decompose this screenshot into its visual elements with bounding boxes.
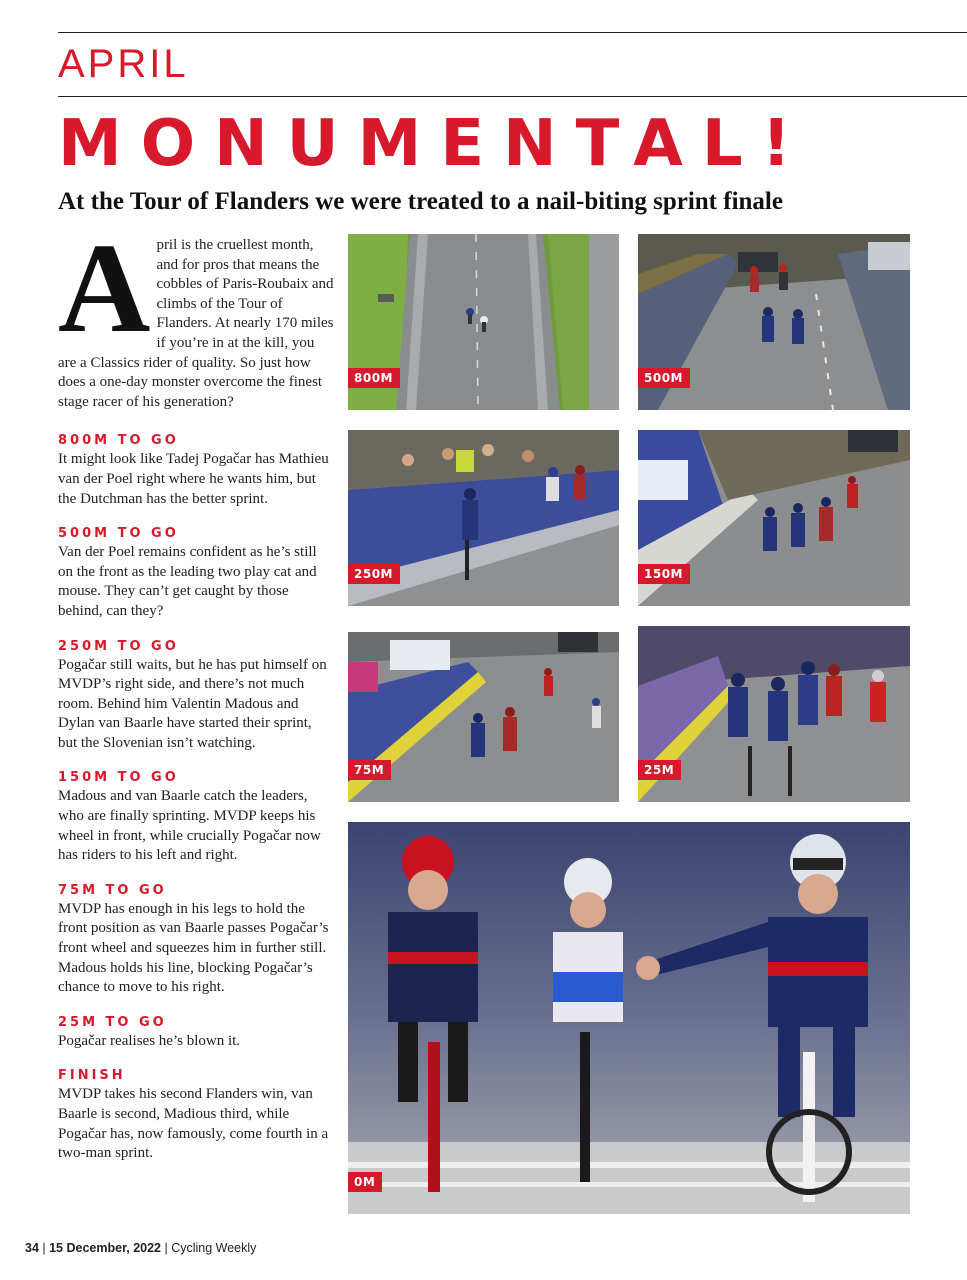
section-heading: 800M TO GO <box>58 433 179 449</box>
distance-tag: 150M <box>638 564 690 584</box>
distance-tag: 0M <box>348 1172 382 1192</box>
section-body: Madous and van Baarle catch the leaders, who are finally sprinting. MVDP keeps his wheel in front, while crucially Pogačar now has riders to his left and right. <box>58 788 321 864</box>
section-body: Pogačar still waits, but he has put himself on MVDP’s right side, and there’s not much room. Behind him Valentin Madous and Dylan van Baarle have started their sprint, but the Slovenian isn’t watching. <box>58 656 327 751</box>
section-body: Pogačar realises he’s blown it. <box>58 1032 241 1049</box>
section-body: It might look like Tadej Pogačar has Mathieu van der Poel right where he wants him, but the Dutchman has the better sprint. <box>58 451 329 507</box>
section-150m <box>58 769 334 865</box>
section-label: APRIL <box>58 42 189 86</box>
section-body: MVDP takes his second Flanders win, van Baarle is second, Madious third, while Pogačar has, now famously, come fourth in a two-man sprint. <box>58 1086 329 1162</box>
page-number: 34 <box>25 1241 39 1255</box>
distance-tag: 500M <box>638 368 690 388</box>
distance-tag: 75M <box>348 760 391 780</box>
section-500m <box>58 525 334 621</box>
section-heading: FINISH <box>58 1068 126 1084</box>
top-rule <box>58 32 967 33</box>
photo-500m <box>638 234 910 410</box>
photo-75m <box>348 632 619 802</box>
distance-tag: 800M <box>348 368 400 388</box>
intro-text: pril is the cruellest month, and for pros that means the cobbles of Paris-Roubaix and climbs of the Tour of Flanders. At nearly 170 miles if you’re in at the kill, you are a Classics rider of quality. So just how does a one-day monster overcome the finest stage racer of his generation? <box>58 237 334 410</box>
page-footer: 34 | 15 December, 2022 | Cycling Weekly <box>25 1241 257 1255</box>
section-250m <box>58 638 334 754</box>
section-heading: 75M TO GO <box>58 882 167 898</box>
section-body: MVDP has enough in his legs to hold the front position as van Baarle passes Pogačar’s front wheel and squeezes him in further still. Madous holds his line, blocking Pogačar’s chance to move to his right. <box>58 900 329 996</box>
intro-paragraph <box>58 217 334 412</box>
section-25m <box>58 1014 334 1052</box>
section-body: Van der Poel remains confident as he’s still on the front as the leading two play cat and mouse. They can’t get caught by those behind, can they? <box>58 544 317 619</box>
photo-25m <box>638 626 910 802</box>
section-heading: 25M TO GO <box>58 1014 167 1030</box>
issue-date: 15 December, 2022 <box>49 1241 161 1255</box>
section-heading: 150M TO GO <box>58 770 179 786</box>
section-finish <box>58 1067 334 1163</box>
photo-150m <box>638 430 910 606</box>
photo-finish <box>348 822 910 1214</box>
standfirst: At the Tour of Flanders we were treated to a nail-biting sprint finale <box>58 188 783 215</box>
header-rule <box>58 96 967 97</box>
section-75m <box>58 882 334 998</box>
distance-tag: 250M <box>348 564 400 584</box>
photo-250m <box>348 430 619 606</box>
article-column <box>58 217 334 1164</box>
section-heading: 250M TO GO <box>58 638 179 654</box>
photo-800m <box>348 234 619 410</box>
magazine-name: Cycling Weekly <box>171 1241 257 1255</box>
distance-tag: 25M <box>638 760 681 780</box>
section-heading: 500M TO GO <box>58 526 179 542</box>
page-headline: MONUMENTAL! <box>58 107 810 181</box>
section-800m <box>58 432 334 509</box>
drop-cap: A <box>58 217 151 359</box>
